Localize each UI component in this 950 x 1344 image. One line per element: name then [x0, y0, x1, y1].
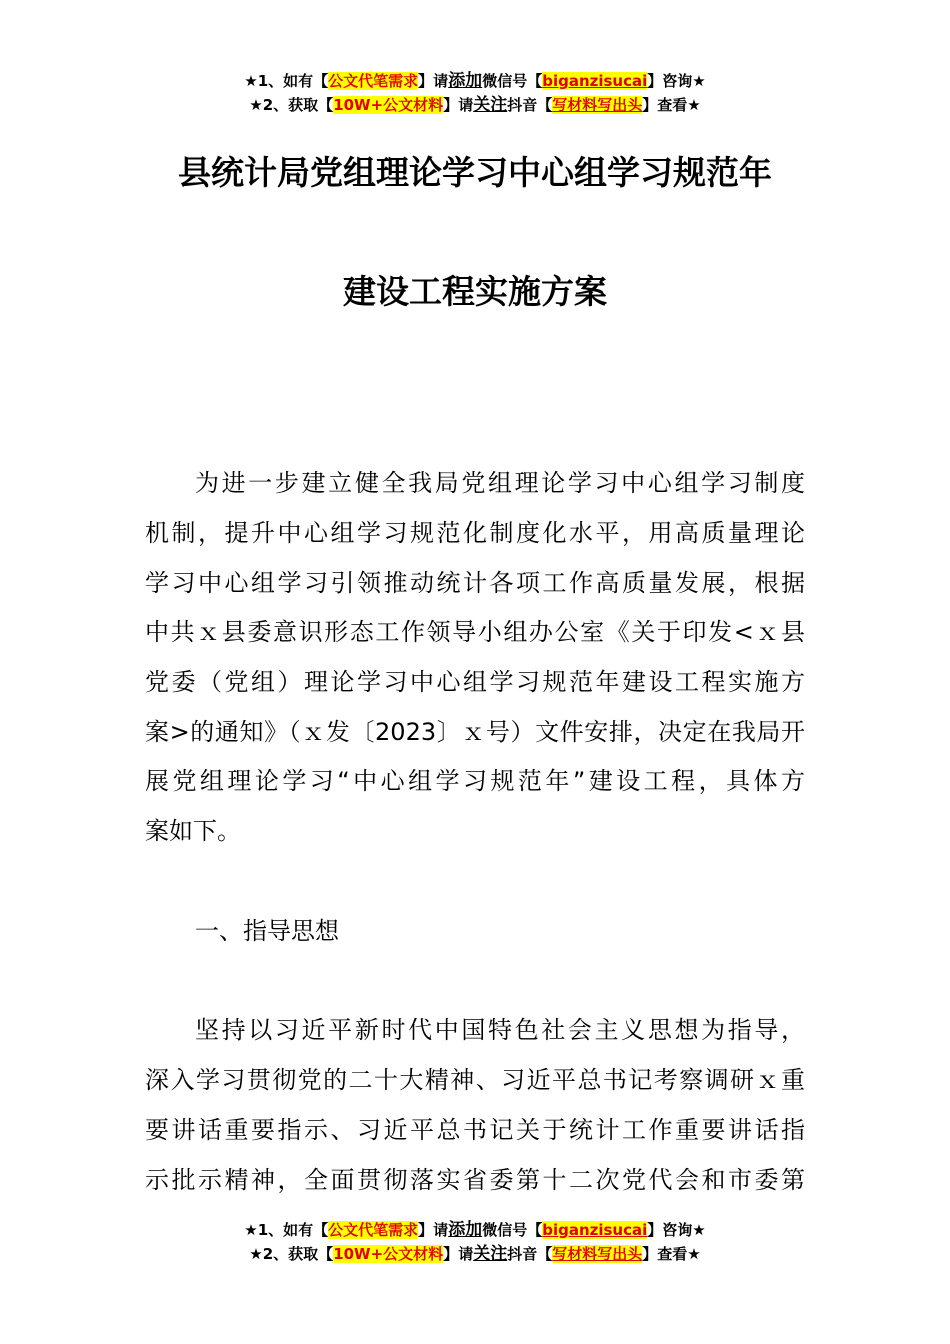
promo-text: 】咨询★ [647, 1221, 706, 1239]
promo-text: 】请 [418, 72, 449, 90]
promo-line-2 [0, 94, 950, 116]
highlight-materials: 10W+公文材料 [333, 1245, 444, 1263]
paragraph-line: 深入学习贯彻党的二十大精神、习近平总书记考察调研ｘ重 [145, 1066, 805, 1094]
section-heading: 一、指导思想 [195, 917, 339, 945]
promo-line-2 [0, 1243, 950, 1265]
promo-text: 微信号【 [482, 1221, 543, 1239]
paragraph-line: 学习中心组学习引领推动统计各项工作高质量发展，根据 [145, 569, 805, 597]
highlight-ghostwriting: 公文代笔需求 [328, 72, 419, 90]
paragraph-line: 党委（党组）理论学习中心组学习规范年建设工程实施方 [145, 668, 805, 696]
promo-line-1 [0, 1219, 950, 1241]
add-emphasis: 添加 [448, 71, 483, 91]
paragraph-line: 中共ｘ县委意识形态工作领导小组办公室《关于印发<ｘ县 [145, 618, 805, 646]
paragraph-line: 案>的通知》（ｘ发〔2023〕ｘ号）文件安排，决定在我局开 [145, 718, 805, 746]
promo-text: ★2、获取【 [249, 1245, 334, 1263]
document-title-line-2: 建设工程实施方案 [343, 272, 607, 311]
document-title-line-1: 县统计局党组理论学习中心组学习规范年 [178, 153, 772, 192]
promo-text: ★1、如有【 [244, 72, 329, 90]
promo-text: 】请 [443, 96, 474, 114]
promo-text: ★1、如有【 [244, 1221, 329, 1239]
promo-line-1 [0, 70, 950, 92]
paragraph-line: 展党组理论学习“中心组学习规范年”建设工程，具体方 [145, 767, 805, 795]
promo-text: 】请 [418, 1221, 449, 1239]
promo-text: 】查看★ [642, 96, 701, 114]
highlight-ghostwriting: 公文代笔需求 [328, 1221, 419, 1239]
paragraph-line: 坚持以习近平新时代中国特色社会主义思想为指导， [195, 1016, 805, 1044]
promo-text: 】咨询★ [647, 72, 706, 90]
wechat-id: biganzisucai [542, 72, 648, 90]
promo-text: 微信号【 [482, 72, 543, 90]
promo-text: 抖音【 [507, 1245, 553, 1263]
add-emphasis: 添加 [448, 1220, 483, 1240]
paragraph-line: 案如下。 [145, 817, 241, 845]
paragraph-line: 机制，提升中心组学习规范化制度化水平，用高质量理论 [145, 519, 805, 547]
paragraph-line: 为进一步建立健全我局党组理论学习中心组学习制度 [195, 469, 805, 497]
promo-text: 】查看★ [642, 1245, 701, 1263]
follow-emphasis: 关注 [473, 1244, 508, 1264]
wechat-id: biganzisucai [542, 1221, 648, 1239]
paragraph-line: 示批示精神，全面贯彻落实省委第十二次党代会和市委第 [145, 1166, 805, 1194]
follow-emphasis: 关注 [473, 95, 508, 115]
douyin-account: 写材料写出头 [552, 1245, 643, 1263]
douyin-account: 写材料写出头 [552, 96, 643, 114]
highlight-materials: 10W+公文材料 [333, 96, 444, 114]
promo-text: 】请 [443, 1245, 474, 1263]
paragraph-line: 要讲话重要指示、习近平总书记关于统计工作重要讲话指 [145, 1116, 805, 1144]
promo-text: 抖音【 [507, 96, 553, 114]
promo-text: ★2、获取【 [249, 96, 334, 114]
